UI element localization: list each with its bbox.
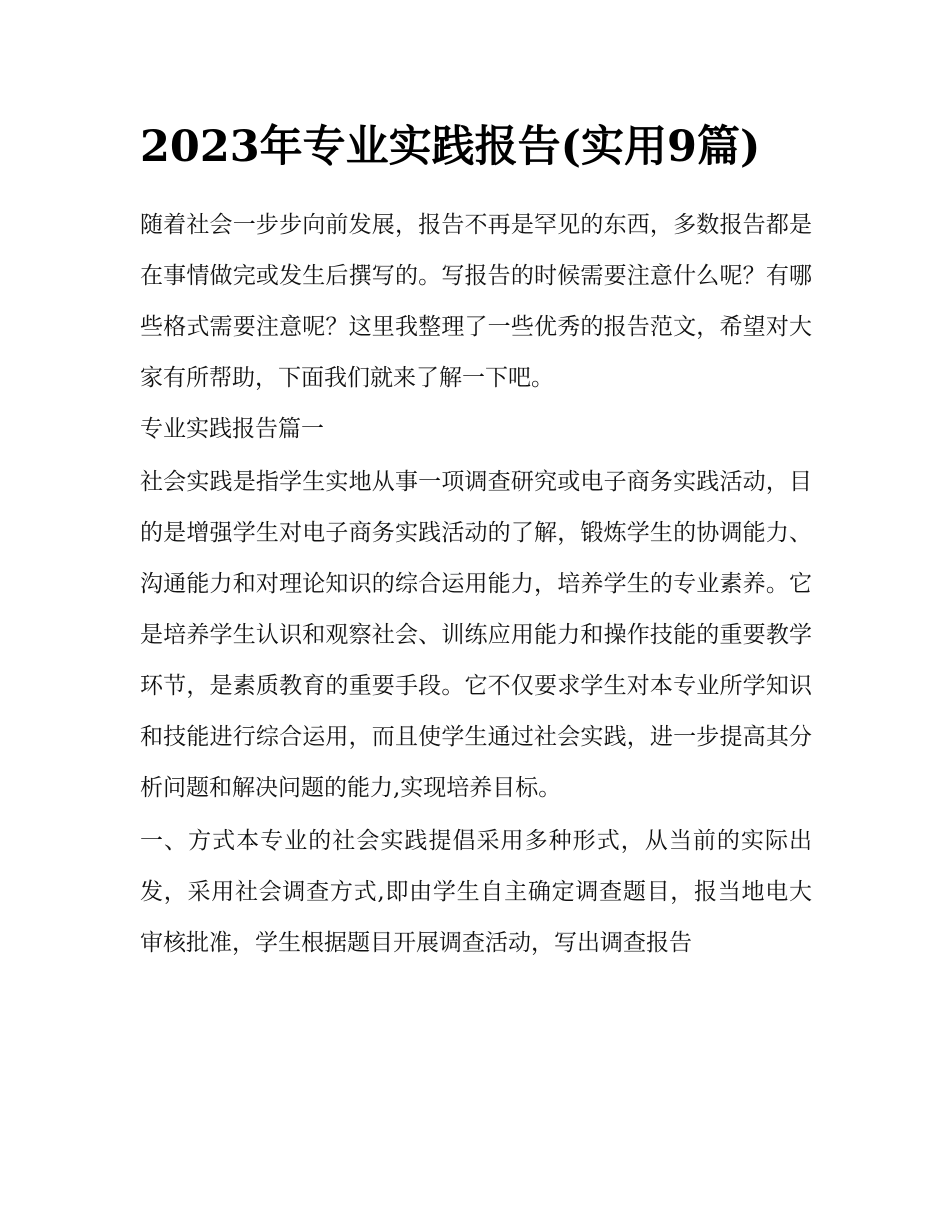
intro-paragraph: 随着社会一步步向前发展，报告不再是罕见的东西，多数报告都是在事情做完或发生后撰写的。写报告的时候需要注意什么呢？有哪些格式需要注意呢？这里我整理了一些优秀的报告范文，希望对大家有所帮助，下面我们就来了解一下吧。 <box>140 212 812 391</box>
section-1 <box>140 404 812 969</box>
document-title: 2023年专业实践报告(实用9篇) <box>140 122 761 172</box>
section-paragraph: 社会实践是指学生实地从事一项调查研究或电子商务实践活动，目的是增强学生对电子商务实践活动的了解，锻炼学生的协调能力、沟通能力和对理论知识的综合运用能力，培养学生的专业素养。它是培养学生认识和观察社会、训练应用能力和操作技能的重要教学环节，是素质教育的重要手段。它不仅要求学生对本专业所学知识和技能进行综合运用，而且使学生通过社会实践，进一步提高其分析问题和解决问题的能力,实现培养目标。 <box>140 469 812 801</box>
section-heading: 专业实践报告篇一 <box>140 416 324 442</box>
section-paragraph: 一、方式本专业的社会实践提倡采用多种形式，从当前的实际出发，采用社会调查方式,即由学生自主确定调查题目，报当地电大审核批准，学生根据题目开展调查活动，写出调查报告 <box>140 828 812 956</box>
document-content <box>140 112 812 969</box>
